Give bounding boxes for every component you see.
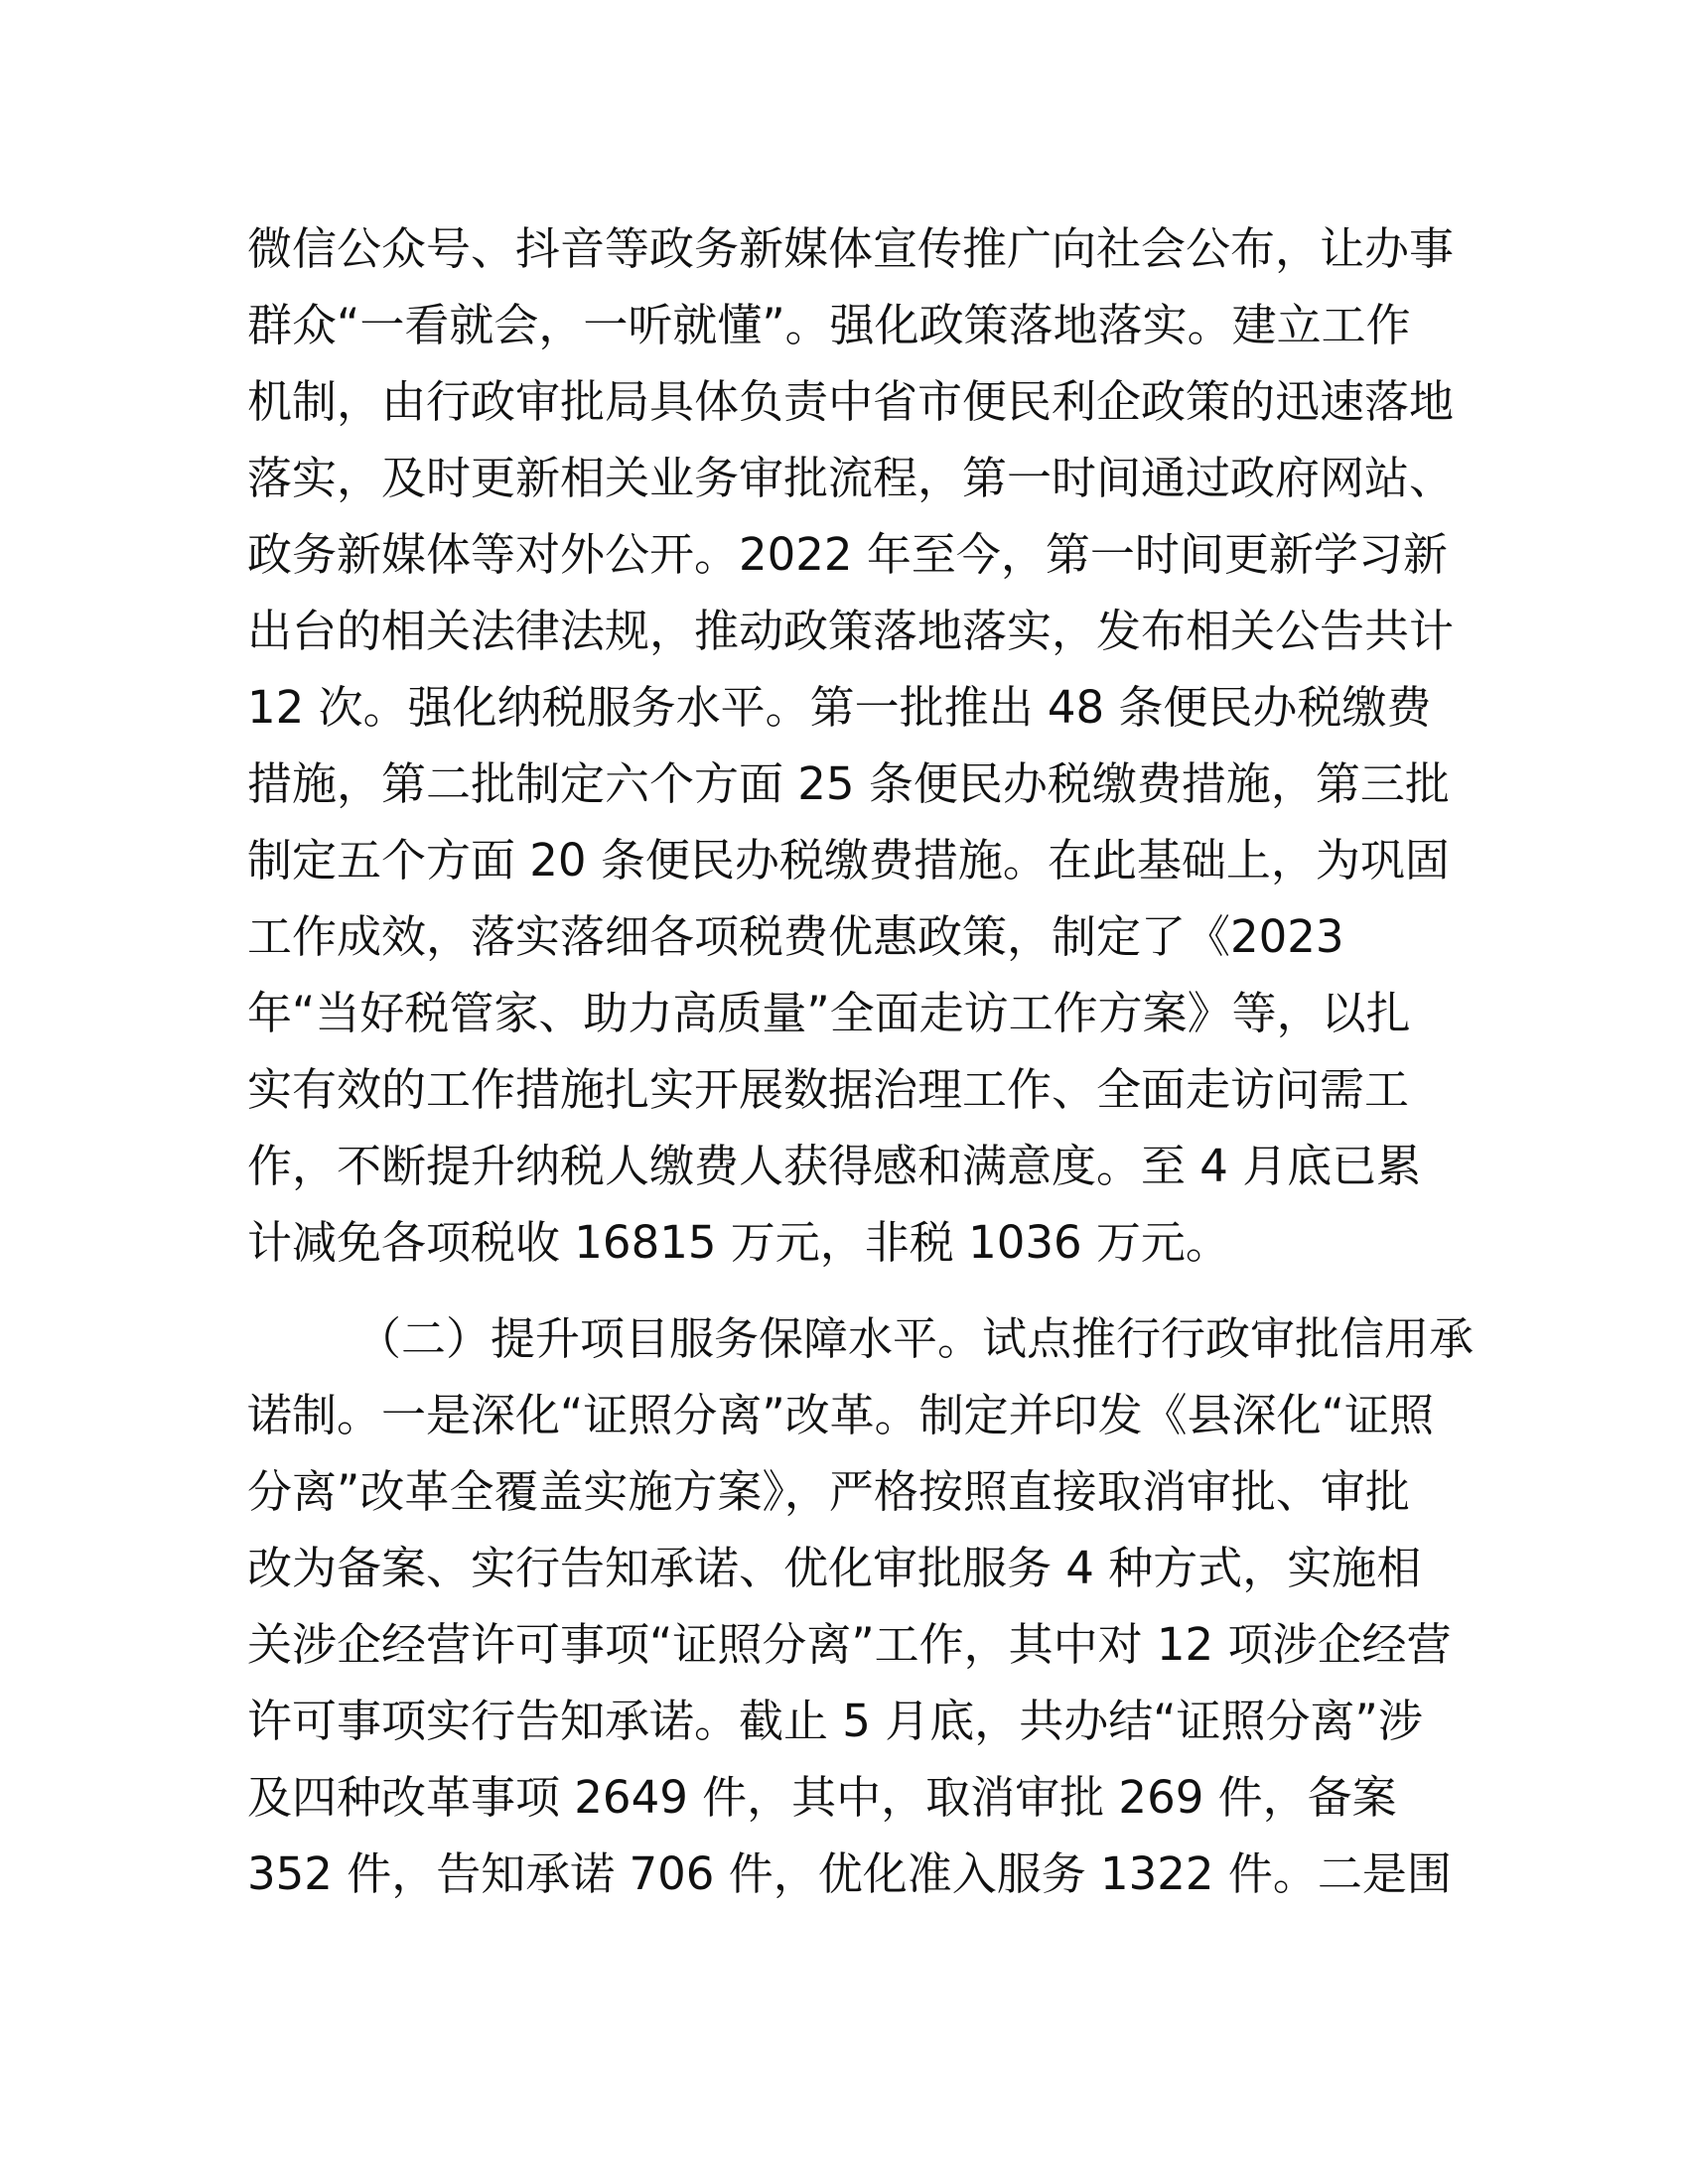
text-line: （二）提升项目服务保障水平。试点推行行政审批信用承 <box>356 1312 1475 1365</box>
text-line: 制定五个方面 20 条便民办税缴费措施。在此基础上，为巩固 <box>247 834 1450 887</box>
text-line: 许可事项实行告知承诺。截止 5 月底，共办结“证照分离”涉 <box>247 1695 1423 1747</box>
text-line: 实有效的工作措施扎实开展数据治理工作、全面走访问需工 <box>247 1063 1410 1116</box>
text-line: 工作成效，落实落细各项税费优惠政策，制定了《2023 <box>247 910 1344 963</box>
text-line: 改为备案、实行告知承诺、优化审批服务 4 种方式，实施相 <box>247 1542 1422 1594</box>
text-line: 及四种改革事项 2649 件，其中，取消审批 269 件，备案 <box>247 1771 1397 1824</box>
text-line: 12 次。强化纳税服务水平。第一批推出 48 条便民办税缴费 <box>247 681 1432 734</box>
text-line: 政务新媒体等对外公开。2022 年至今，第一时间更新学习新 <box>247 528 1448 581</box>
text-line: 年“当好税管家、助力高质量”全面走访工作方案》等，以扎 <box>247 987 1411 1039</box>
text-line: 群众“一看就会，一听就懂”。强化政策落地落实。建立工作 <box>247 299 1411 351</box>
paragraph-2 <box>247 1300 1475 1912</box>
text-line: 关涉企经营许可事项“证照分离”工作，其中对 12 项涉企经营 <box>247 1618 1452 1671</box>
text-line: 计减免各项税收 16815 万元，非税 1036 万元。 <box>247 1216 1230 1269</box>
text-line: 诺制。一是深化“证照分离”改革。制定并印发《县深化“证照 <box>247 1389 1434 1441</box>
text-line: 微信公众号、抖音等政务新媒体宣传推广向社会公布，让办事 <box>247 222 1455 275</box>
text-line: 出台的相关法律法规，推动政策落地落实，发布相关公告共计 <box>247 605 1455 657</box>
text-line: 机制，由行政审批局具体负责中省市便民利企政策的迅速落地 <box>247 375 1455 428</box>
paragraph-1 <box>247 210 1455 1281</box>
text-line: 分离”改革全覆盖实施方案》，严格按照直接取消审批、审批 <box>247 1465 1410 1518</box>
text-line: 作，不断提升纳税人缴费人获得感和满意度。至 4 月底已累 <box>247 1140 1422 1192</box>
text-line: 352 件，告知承诺 706 件，优化准入服务 1322 件。二是围 <box>247 1847 1452 1900</box>
text-line: 落实，及时更新相关业务审批流程，第一时间通过政府网站、 <box>247 452 1455 504</box>
text-line: 措施，第二批制定六个方面 25 条便民办税缴费措施，第三批 <box>247 757 1450 810</box>
